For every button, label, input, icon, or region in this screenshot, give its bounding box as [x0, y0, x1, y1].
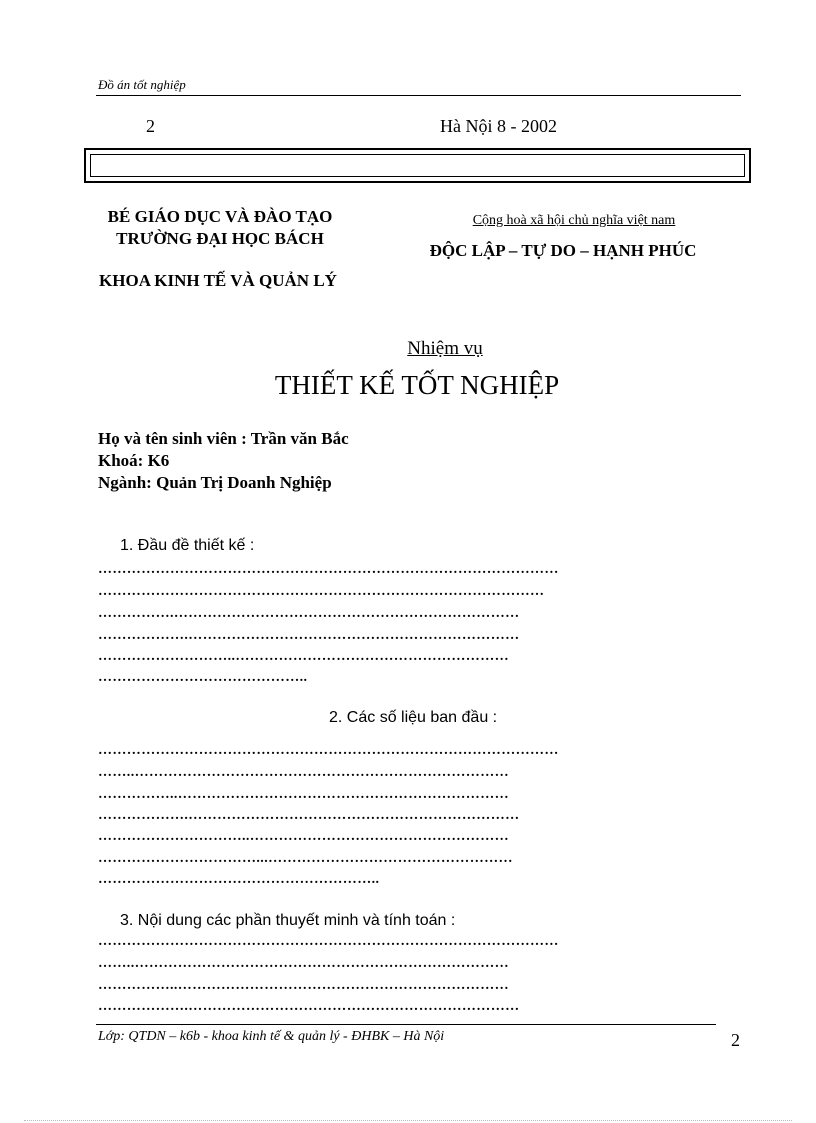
- section-2-blank-line: ……………………………………………………………………………………: [98, 743, 559, 758]
- section-1-blank-line: …………………………………………………………………………………: [98, 584, 545, 599]
- section-1-title: 1. Đầu đề thiết kế :: [120, 537, 255, 554]
- section-2-blank-line: ……………………………...……………………………………………: [98, 851, 513, 866]
- section-2-blank-line: ……………….……………………………………………………………: [98, 808, 520, 823]
- section-3-blank-line: ……………….……………………………………………………………: [98, 999, 520, 1014]
- student-name: Họ và tên sinh viên : Trần văn Bắc: [98, 429, 349, 448]
- document-title: THIẾT KẾ TỐT NGHIỆP: [274, 370, 560, 400]
- header-page-number: 2: [146, 116, 155, 136]
- faculty-name: KHOA KINH TẾ VÀ QUẢN LÝ: [99, 271, 337, 290]
- section-2-blank-line: ……………..……………………………………………………………: [98, 787, 509, 802]
- student-major: Ngành: Quản Trị Doanh Nghiệp: [98, 473, 332, 492]
- section-2-blank-line: ……..……………………………………………………………………: [98, 765, 509, 780]
- date-line: Hà Nội 8 - 2002: [440, 116, 557, 136]
- section-2-title: 2. Các số liệu ban đầu :: [329, 709, 498, 726]
- ministry-name: BÉ GIÁO DỤC VÀ ĐÀO TẠO: [107, 207, 333, 226]
- header-title: Đồ án tốt nghiệp: [98, 77, 186, 92]
- section-3-blank-line: ……………………………………………………………………………………: [98, 934, 559, 949]
- country-name: Cộng hoà xã hội chủ nghĩa việt nam: [472, 213, 676, 228]
- section-2-blank-line: …………………………..………………………………………………: [98, 829, 509, 844]
- section-1-blank-line: ……………….……………………………………………………………: [98, 628, 520, 643]
- section-2-blank-line: …………………………………………………..: [98, 872, 380, 887]
- footer-page-number: 2: [731, 1030, 740, 1050]
- page-bottom-edge: [24, 1120, 792, 1121]
- section-1-blank-line: ………………………..…………………………………………………: [98, 649, 509, 664]
- student-course: Khoá: K6: [98, 451, 170, 470]
- section-3-title: 3. Nội dung các phần thuyết minh và tính toán :: [120, 912, 456, 929]
- section-1-blank-line: …………….………………………………………………………………: [98, 606, 520, 621]
- footer-divider: [96, 1024, 716, 1025]
- decorative-frame-inner: [90, 154, 745, 177]
- section-3-blank-line: ……..……………………………………………………………………: [98, 956, 509, 971]
- university-name: TRƯỜNG ĐẠI HỌC BÁCH: [116, 229, 324, 248]
- section-1-blank-line: ……………………………………………………………………………………: [98, 562, 559, 577]
- section-1-blank-line: ……………………………………..: [98, 670, 308, 685]
- national-motto: ĐỘC LẬP – TỰ DO – HẠNH PHÚC: [429, 241, 697, 260]
- header-divider: [96, 95, 741, 96]
- footer-text: Lớp: QTDN – k6b - khoa kinh tế & quản lý - ĐHBK – Hà Nội: [98, 1029, 445, 1044]
- document-subtitle: Nhiệm vụ: [407, 338, 483, 359]
- section-3-blank-line: ……………..……………………………………………………………: [98, 978, 509, 993]
